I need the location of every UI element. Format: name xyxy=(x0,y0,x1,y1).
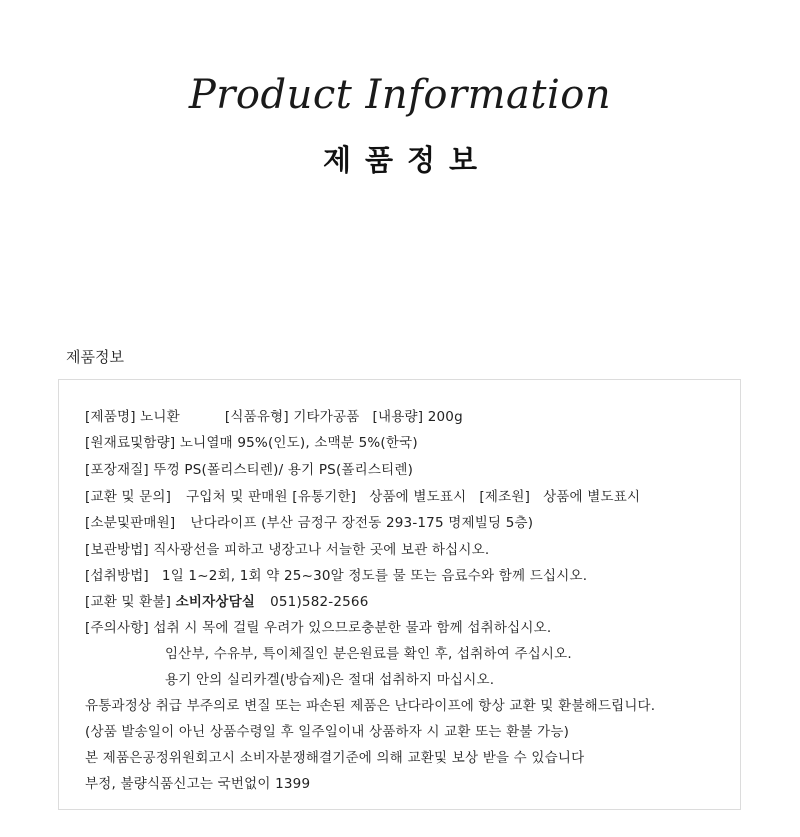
caution-label: [주의사항] xyxy=(85,620,149,636)
intake-label: [섭취방법] xyxy=(85,568,149,584)
section-label: 제품정보 xyxy=(66,348,124,366)
notice-line-3: 본 제품은공정위원회고시 소비자분쟁해결기준에 의해 교환및 보상 받을 수 있습니다 xyxy=(85,750,585,766)
notice-line-2: (상품 발송일이 아닌 상품수령일 후 일주일이내 상품하자 시 교환 또는 환불 가능) xyxy=(85,724,570,740)
expiry-label: [유통기한] xyxy=(292,489,357,505)
info-row-ingredients xyxy=(85,431,418,451)
title-korean: 제품정보 xyxy=(322,143,492,177)
volume-label: [내용량] xyxy=(372,409,424,425)
product-name-label: [제품명] xyxy=(85,409,136,425)
food-type-label: [식품유형] xyxy=(224,409,289,425)
info-row-caution xyxy=(85,616,551,636)
info-row-refund xyxy=(85,590,369,610)
exchange-value: 구입처 및 판매원 xyxy=(186,489,288,505)
info-row-exchange xyxy=(85,485,640,505)
exchange-label: [교환 및 문의] xyxy=(85,489,172,505)
ingredients-value: 노니열매 95%(인도), 소맥분 5%(한국) xyxy=(179,435,418,451)
maker-label: [제조원] xyxy=(479,489,531,505)
expiry-value: 상품에 별도표시 xyxy=(369,489,467,505)
info-row-seller xyxy=(85,511,533,531)
info-row-storage xyxy=(85,538,489,558)
seller-label: [소분및판매원] xyxy=(85,515,176,531)
caution-line-3: 용기 안의 실리카겔(방습제)은 절대 섭취하지 마십시오. xyxy=(165,672,495,688)
ingredients-label: [원재료및함량] xyxy=(85,435,176,451)
maker-value: 상품에 별도표시 xyxy=(543,489,641,505)
packaging-value: 뚜껑 PS(폴리스티렌)/ 용기 PS(폴리스티렌) xyxy=(153,462,414,478)
info-row-product xyxy=(85,405,463,425)
storage-value: 직사광선을 피하고 냉장고나 서늘한 곳에 보관 하십시오. xyxy=(153,542,490,558)
intake-value: 1일 1~2회, 1회 약 25~30알 정도를 물 또는 음료수와 함께 드십시오. xyxy=(161,568,588,584)
storage-label: [보관방법] xyxy=(85,542,149,558)
product-name-value: 노니환 xyxy=(140,409,180,425)
consumer-center-label: 소비자상담실 xyxy=(175,594,256,610)
caution-value: 섭취 시 목에 걸릴 우려가 있으므로충분한 물과 함께 섭취하십시오. xyxy=(153,620,552,636)
refund-label: [교환 및 환불] xyxy=(85,594,172,610)
caution-line-2: 임산부, 수유부, 특이체질인 분은원료를 확인 후, 섭취하여 주십시오. xyxy=(165,646,572,662)
title-english: Product Information xyxy=(188,72,612,118)
info-row-intake xyxy=(85,564,587,584)
notice-line-1: 유통과정상 취급 부주의로 변질 또는 파손된 제품은 난다라이프에 항상 교환 및 환불해드립니다. xyxy=(85,698,656,714)
food-type-value: 기타가공품 xyxy=(293,409,360,425)
info-row-packaging xyxy=(85,458,413,478)
packaging-label: [포장재질] xyxy=(85,462,149,478)
notice-line-4: 부정, 불량식품신고는 국번없이 1399 xyxy=(85,776,311,792)
volume-value: 200g xyxy=(427,409,463,425)
phone-number: 051)582-2566 xyxy=(270,594,369,610)
seller-value: 난다라이프 (부산 금정구 장전동 293-175 명제빌딩 5층) xyxy=(190,515,534,531)
